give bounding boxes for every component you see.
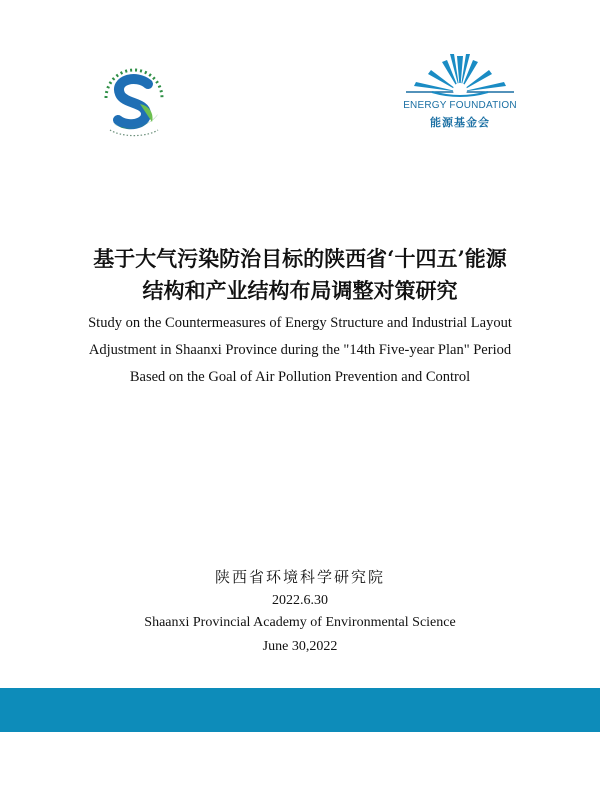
publish-date-numeric: 2022.6.30 [272,593,328,608]
title-en-line-2: Adjustment in Shaanxi Province during the "14th Five-year Plan" Period [88,342,512,358]
energy-foundation-logo [398,50,522,136]
shaanxi-academy-logo [92,58,176,142]
title-zh-line-1: 基于大气污染防治目标的陕西省‘十四五’能源 [93,246,507,271]
title-en-line-3: Based on the Goal of Air Pollution Prevention and Control [129,369,471,385]
energy-foundation-name-en: ENERGY FOUNDATION [403,100,517,111]
footer-color-band [0,688,600,732]
energy-foundation-name-zh: 能源基金会 [430,116,490,129]
title-en-line-1: Study on the Countermeasures of Energy Structure and Industrial Layout [88,315,512,331]
publish-date-en: June 30,2022 [262,639,338,654]
publisher-name-en: Shaanxi Provincial Academy of Environmental Science [144,615,456,630]
shaanxi-environmental-academy-emblem-icon [92,58,176,142]
energy-foundation-starburst-icon [402,50,518,102]
publisher-name-zh: 陕西省环境科学研究院 [214,568,385,586]
title-zh-line-2: 结构和产业结构布局调整对策研究 [142,278,458,303]
